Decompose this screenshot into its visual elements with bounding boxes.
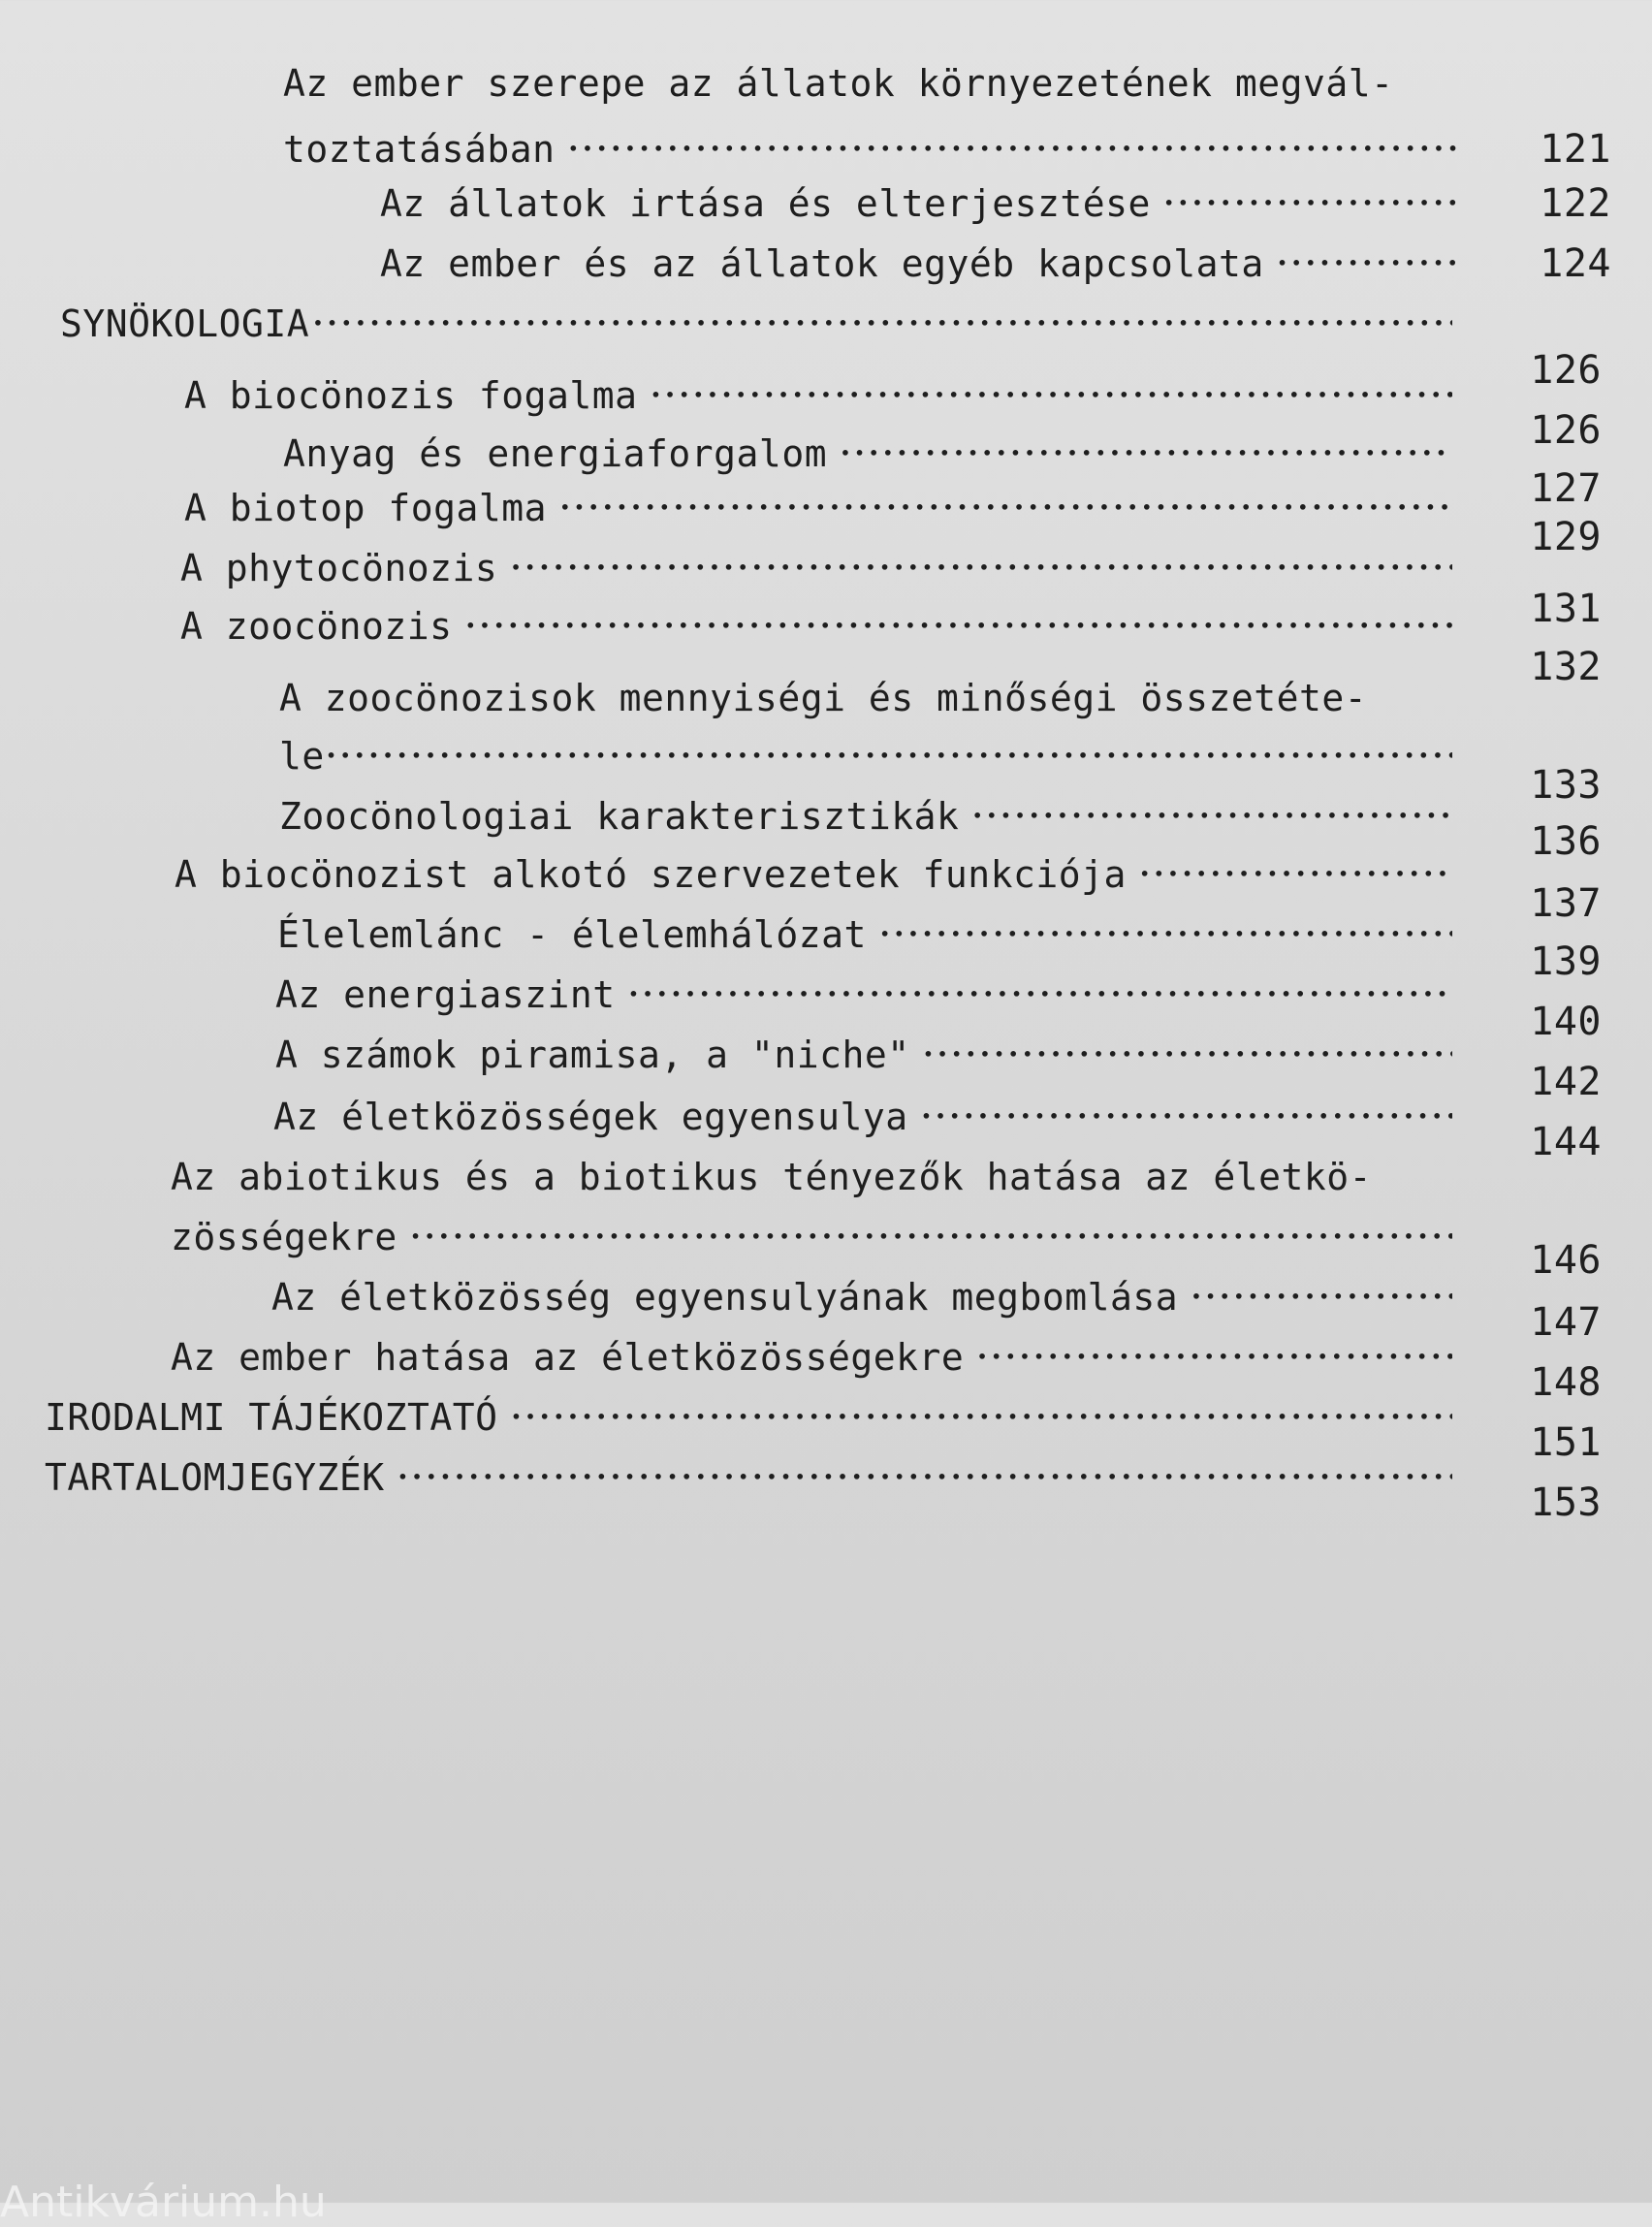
leader-dots [977, 1326, 1452, 1381]
toc-entry-title: SYNÖKOLOGIA [60, 302, 310, 345]
page-number: 144 [1530, 1120, 1602, 1164]
toc-entry-title: Az abiotikus és a biotikus tényezők hatása az életkö- [171, 1156, 1373, 1198]
toc-entry [171, 1334, 1602, 1405]
watermark: Antikvárium.hu [0, 2178, 327, 2227]
leader-dots [398, 1447, 1452, 1501]
toc-entry-title: A biocönozist alkotó szervezetek funkciója [175, 853, 1127, 896]
leader-dots [880, 904, 1452, 958]
toc-section-heading [60, 301, 1602, 393]
page-number: 133 [1530, 763, 1602, 808]
page-number: 129 [1530, 515, 1602, 559]
leader-dots [327, 725, 1452, 779]
toc-entry-title: Az életközösségek egyensulya [273, 1096, 908, 1138]
leader-dots [651, 365, 1452, 419]
toc-entry [277, 911, 1602, 984]
leader-dots [841, 423, 1452, 477]
toc-entry-title: A zoocönozis [180, 605, 453, 648]
toc-entry [273, 1094, 1602, 1164]
leader-dots [972, 785, 1452, 840]
page-number: 136 [1530, 819, 1602, 864]
page-number: 126 [1530, 348, 1602, 393]
page-number: 137 [1530, 881, 1602, 926]
leader-dots [569, 118, 1462, 173]
leader-dots [1191, 1266, 1452, 1320]
toc-entry [184, 372, 1602, 453]
leader-dots [1278, 233, 1462, 287]
leader-dots [466, 595, 1452, 650]
page-number: 126 [1530, 408, 1602, 453]
toc-entry [380, 240, 1611, 287]
toc-entry [380, 180, 1611, 227]
toc-entry-title-cont: zösségekre [171, 1216, 397, 1258]
page-number: 139 [1530, 939, 1602, 984]
page-number: 151 [1530, 1420, 1602, 1465]
toc-entry-title: Az ember szerepe az állatok környezetének megvál- [283, 62, 1394, 105]
leader-dots [1164, 173, 1462, 227]
toc-entry-title: Élelemlánc - élelemhálózat [277, 913, 867, 956]
leader-dots [560, 477, 1452, 531]
toc-entry-title: A zoocönozisok mennyiségi és minőségi összetéte- [279, 677, 1368, 719]
toc-entry-title: A phytocönozis [180, 547, 498, 589]
toc-entry-title: TARTALOMJEGYZÉK [45, 1456, 385, 1499]
page-number: 140 [1530, 1000, 1602, 1044]
leader-dots [511, 537, 1452, 591]
toc-entry [171, 1214, 1602, 1283]
leader-dots [313, 293, 1452, 347]
toc-entry [271, 1274, 1602, 1345]
page-number: 147 [1530, 1300, 1602, 1345]
toc-entry-title: Anyag és energiaforgalom [283, 432, 828, 475]
toc-entry-title-cont: toztatásában [283, 128, 556, 171]
page-number: 124 [1540, 241, 1611, 286]
page-number: 127 [1530, 466, 1602, 511]
toc-section-heading [45, 1394, 1602, 1465]
toc-entry-title: Az ember és az állatok egyéb kapcsolata [380, 242, 1264, 285]
toc-entry-title: Az életközösség egyensulyának megbomlása [271, 1276, 1179, 1319]
leader-dots [512, 1386, 1452, 1441]
toc-entry-title: A számok piramisa, a "niche" [275, 1034, 910, 1076]
page-number: 122 [1540, 181, 1611, 226]
toc-entry-title: Zoocönologiai karakterisztikák [279, 795, 960, 838]
page-number: 131 [1530, 587, 1602, 631]
toc-entry [279, 793, 1602, 864]
page-number: 148 [1530, 1360, 1602, 1405]
leader-dots [1140, 843, 1452, 898]
page-number: 132 [1530, 645, 1602, 689]
leader-dots [629, 964, 1452, 1018]
toc-entry-title: Az ember hatása az életközösségekre [171, 1336, 965, 1379]
toc-entry [275, 1032, 1602, 1104]
leader-dots [922, 1086, 1452, 1140]
toc-entry [283, 126, 1611, 173]
page-number: 142 [1530, 1060, 1602, 1104]
toc-entry-title-cont: le [279, 735, 325, 778]
page-number: 146 [1530, 1238, 1602, 1283]
toc-entry [279, 733, 1602, 808]
page-number: 121 [1540, 127, 1611, 172]
toc-entry-title: A biocönozis fogalma [184, 374, 638, 417]
toc-entry [175, 851, 1602, 926]
toc-entry-title: Az állatok irtása és elterjesztése [380, 182, 1151, 225]
leader-dots [924, 1024, 1452, 1078]
leader-dots [411, 1206, 1452, 1260]
toc-entry-title: A biotop fogalma [184, 487, 548, 529]
toc-section-heading [45, 1454, 1602, 1525]
toc-entry-title: Az energiaszint [275, 973, 616, 1016]
toc-entry [275, 971, 1602, 1044]
toc-entry-title: IRODALMI TÁJÉKOZTATÓ [45, 1396, 498, 1439]
page-number: 153 [1530, 1480, 1602, 1525]
